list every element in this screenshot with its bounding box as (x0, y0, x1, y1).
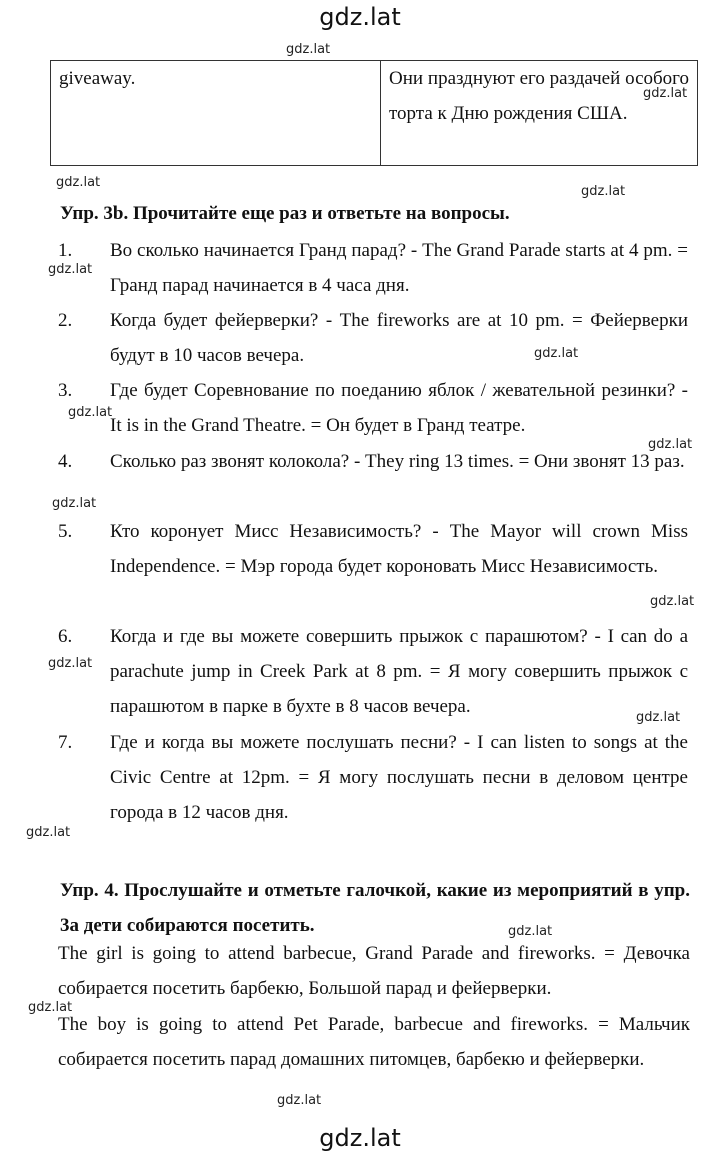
item-text: Где будет Соревнование по поеданию яблок / жевательной резинки? - It is in the Grand Theatre. = Он будет в Гранд театре. (110, 380, 688, 436)
answer-paragraph-girl: The girl is going to attend barbecue, Grand Parade and fireworks. = Девочка собирается посетить барбекю, Большой парад и фейерверки. (58, 943, 690, 999)
list-item (58, 444, 688, 479)
item-number: 7. (58, 732, 73, 753)
watermark: gdz.lat (636, 710, 681, 725)
item-number: 1. (58, 240, 73, 261)
answer-table (50, 60, 698, 166)
watermark: gdz.lat (48, 656, 93, 671)
watermark: gdz.lat (648, 437, 693, 452)
watermark: gdz.lat (277, 1093, 322, 1108)
answer-paragraph-boy: The boy is going to attend Pet Parade, barbecue and fireworks. = Мальчик собирается посетить парад домашних питомцев, барбекю и фейерверки. (58, 1014, 690, 1070)
watermark: gdz.lat (286, 42, 331, 57)
item-number: 5. (58, 521, 73, 542)
item-text: Где и когда вы можете послушать песни? - I can listen to songs at the Civic Centre at 12pm. = Я могу послушать песни в деловом центре города в 12 часов дня. (110, 732, 688, 823)
watermark: gdz.lat (643, 86, 688, 101)
watermark: gdz.lat (650, 594, 695, 609)
item-text: Когда и где вы можете совершить прыжок с парашютом? - I can do a parachute jump in Creek Park at 8 pm. = Я могу совершить прыжок с парашютом в парке в бухте в 8 часов вечера. (110, 626, 688, 717)
watermark-top: gdz.lat (319, 3, 401, 31)
exercise-4-heading: Упр. 4. Прослушайте и отметьте галочкой, какие из мероприятий в упр. 3a дети собираются посетить. (60, 880, 690, 936)
watermark: gdz.lat (581, 184, 626, 199)
watermark: gdz.lat (28, 1000, 73, 1015)
watermark: gdz.lat (68, 405, 113, 420)
table-cell-english: giveaway. (51, 61, 381, 166)
list-item (58, 725, 688, 830)
watermark: gdz.lat (26, 825, 71, 840)
watermark: gdz.lat (56, 175, 101, 190)
watermark: gdz.lat (508, 924, 553, 939)
exercise-3b-heading: Упр. 3b. Прочитайте еще раз и ответьте на вопросы. (60, 203, 510, 224)
item-text: Сколько раз звонят колокола? - They ring 13 times. = Они звонят 13 раз. (110, 451, 685, 472)
table-cell-russian: Они празднуют его раздачей особого торта к Дню рождения США. (381, 61, 698, 166)
item-number: 6. (58, 626, 73, 647)
list-item (58, 303, 688, 373)
list-item (58, 514, 688, 584)
item-text: Когда будет фейерверки? - The fireworks are at 10 pm. = Фейерверки будут в 10 часов вечера. (110, 310, 688, 366)
watermark: gdz.lat (534, 346, 579, 361)
item-text: Во сколько начинается Гранд парад? - The Grand Parade starts at 4 pm. = Гранд парад начинается в 4 часа дня. (110, 240, 688, 296)
table-row (51, 61, 698, 166)
watermark: gdz.lat (52, 496, 97, 511)
watermark-bottom: gdz.lat (319, 1124, 401, 1152)
item-text: Кто коронует Мисс Независимость? - The Mayor will crown Miss Independence. = Мэр города будет короновать Мисс Независимость. (110, 521, 688, 577)
item-number: 3. (58, 380, 73, 401)
item-number: 4. (58, 451, 73, 472)
watermark: gdz.lat (48, 262, 93, 277)
item-number: 2. (58, 310, 73, 331)
